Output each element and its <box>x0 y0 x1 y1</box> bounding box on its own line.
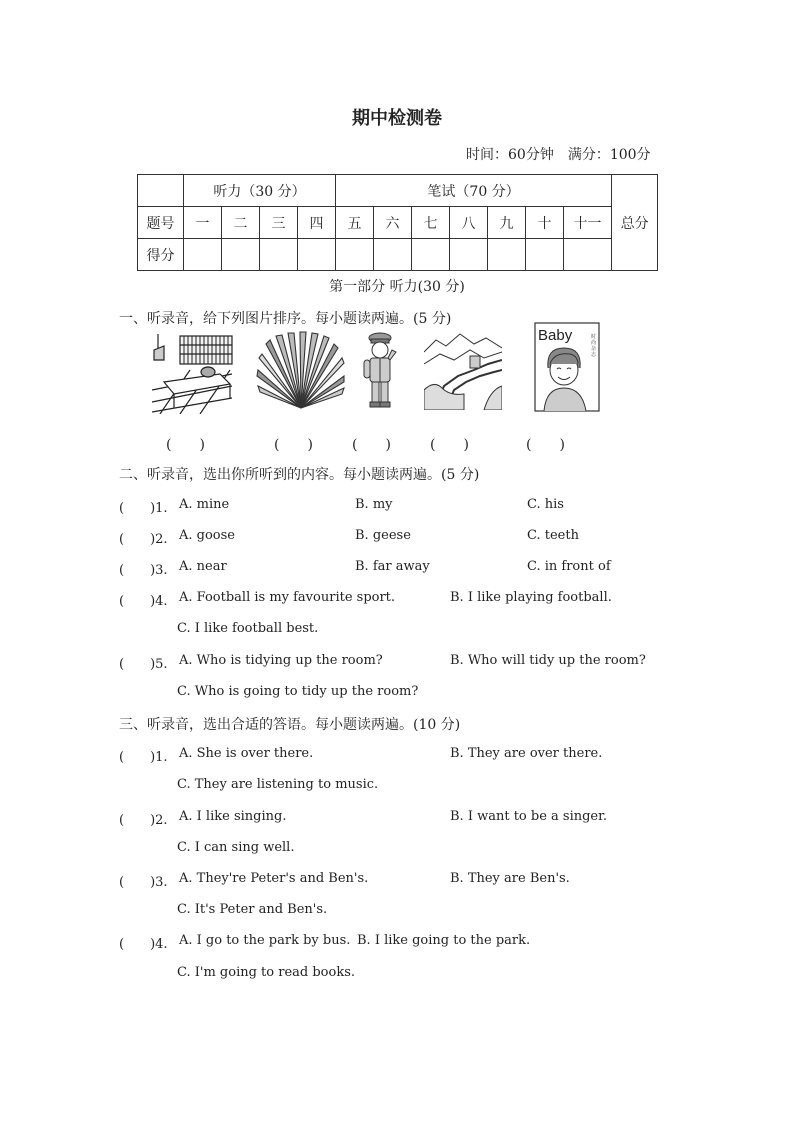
option-c: C. I'm going to read books. <box>177 965 356 980</box>
question-number: 六 <box>374 207 412 239</box>
section1-title: 一、听录音，给下列图片排序。每小题读两遍。(5 分) <box>119 311 452 327</box>
colored-pencils-picture <box>256 330 346 414</box>
question-number[interactable]: ( )4. <box>119 937 168 952</box>
answer-paren[interactable]: ( ) <box>274 437 313 453</box>
answer-paren[interactable]: ( ) <box>166 437 205 453</box>
question-number: 八 <box>450 207 488 239</box>
score-cell[interactable] <box>450 239 488 271</box>
option-a: A. Football is my favourite sport. <box>179 590 396 605</box>
option-a: A. They're Peter's and Ben's. <box>179 871 369 886</box>
answer-paren[interactable]: ( ) <box>352 437 391 453</box>
part-one-title: 第一部分 听力(30 分) <box>329 279 465 295</box>
question-number: 十一 <box>564 207 612 239</box>
option-a: A. I go to the park by bus. <box>179 933 351 948</box>
option-b: B. geese <box>355 528 411 543</box>
option-b: B. They are Ben's. <box>450 871 570 886</box>
page-title: 期中检测卷 <box>352 108 442 129</box>
score-cell[interactable] <box>412 239 450 271</box>
option-c: C. I can sing well. <box>177 840 295 855</box>
magazine-title: Baby <box>538 327 573 344</box>
option-a: A. She is over there. <box>179 746 314 761</box>
answer-paren[interactable]: ( ) <box>526 437 565 453</box>
option-b: B. They are over there. <box>450 746 603 761</box>
svg-text:杂: 杂 <box>591 346 597 352</box>
option-b: B. my <box>355 497 393 512</box>
question-number[interactable]: ( )1. <box>119 501 168 516</box>
question-number[interactable]: ( )2. <box>119 813 168 828</box>
total-label: 总分 <box>612 175 658 271</box>
score-cell[interactable] <box>374 239 412 271</box>
option-b: B. I like going to the park. <box>357 933 531 948</box>
score-cell[interactable] <box>488 239 526 271</box>
score-table-corner <box>138 175 184 207</box>
option-a: A. near <box>179 559 227 574</box>
baby-magazine-picture <box>534 322 600 412</box>
question-number: 五 <box>336 207 374 239</box>
option-a: A. goose <box>179 528 235 543</box>
question-number: 七 <box>412 207 450 239</box>
question-number[interactable]: ( )3. <box>119 563 168 578</box>
library-room-picture <box>150 330 234 414</box>
question-number[interactable]: ( )2. <box>119 532 168 547</box>
question-number: 一 <box>184 207 222 239</box>
score-cell[interactable] <box>222 239 260 271</box>
option-c: C. his <box>527 497 564 512</box>
question-number: 二 <box>222 207 260 239</box>
svg-text:时: 时 <box>591 334 597 340</box>
section2-title: 二、听录音，选出你所听到的内容。每小题读两遍。(5 分) <box>119 467 480 483</box>
option-a: A. I like singing. <box>179 809 287 824</box>
option-c: C. I like football best. <box>177 621 319 636</box>
option-a: A. Who is tidying up the room? <box>179 653 383 668</box>
option-b: B. I want to be a singer. <box>450 809 608 824</box>
option-c: C. It's Peter and Ben's. <box>177 902 328 917</box>
option-c: C. teeth <box>527 528 579 543</box>
section3-title: 三、听录音，选出合适的答语。每小题读两遍。(10 分) <box>119 717 461 733</box>
svg-text:尚: 尚 <box>591 340 597 346</box>
score-cell[interactable] <box>564 239 612 271</box>
option-c: C. Who is going to tidy up the room? <box>177 684 419 699</box>
question-number: 三 <box>260 207 298 239</box>
great-wall-picture <box>424 330 502 410</box>
score-cell[interactable] <box>184 239 222 271</box>
question-number[interactable]: ( )5. <box>119 657 168 672</box>
time-info: 时间：60分钟 满分：100分 <box>466 147 651 163</box>
police-officer-picture <box>362 330 398 410</box>
option-b: B. Who will tidy up the room? <box>450 653 646 668</box>
score-cell[interactable] <box>260 239 298 271</box>
row-label-score: 得分 <box>138 239 184 271</box>
option-c: C. in front of <box>527 559 611 574</box>
question-number[interactable]: ( )3. <box>119 875 168 890</box>
option-c: C. They are listening to music. <box>177 777 379 792</box>
answer-paren[interactable]: ( ) <box>430 437 469 453</box>
score-cell[interactable] <box>298 239 336 271</box>
option-b: B. far away <box>355 559 430 574</box>
svg-text:志: 志 <box>591 352 597 358</box>
writing-header: 笔试（70 分） <box>336 175 612 207</box>
score-table <box>137 174 658 271</box>
score-cell[interactable] <box>526 239 564 271</box>
question-number[interactable]: ( )1. <box>119 750 168 765</box>
option-b: B. I like playing football. <box>450 590 612 605</box>
row-label-number: 题号 <box>138 207 184 239</box>
score-cell[interactable] <box>336 239 374 271</box>
option-a: A. mine <box>179 497 230 512</box>
listening-header: 听力（30 分） <box>184 175 336 207</box>
question-number[interactable]: ( )4. <box>119 594 168 609</box>
question-number: 九 <box>488 207 526 239</box>
question-number: 四 <box>298 207 336 239</box>
question-number: 十 <box>526 207 564 239</box>
